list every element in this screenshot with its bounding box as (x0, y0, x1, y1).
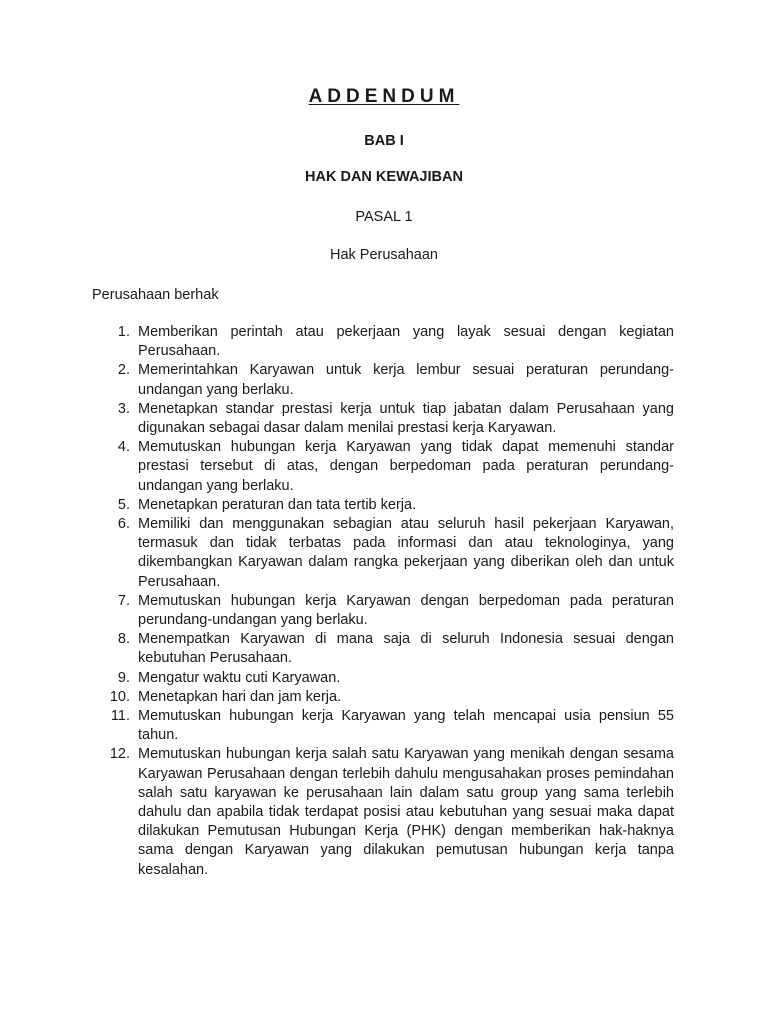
document-title: ADDENDUM (308, 86, 460, 107)
list-item (108, 745, 674, 879)
list-item-number: 2. (117, 362, 130, 379)
list-item-number: 8. (117, 631, 130, 648)
list-item (108, 630, 674, 668)
list-item-number: 7. (117, 592, 130, 609)
list-item (108, 669, 674, 688)
list-item (108, 361, 674, 399)
section-heading: HAK DAN KEWAJIBAN (305, 169, 463, 185)
list-item-text: Memerintahkan Karyawan untuk kerja lembur sesuai peraturan perundang-undangan yang berlaku. (138, 362, 674, 398)
intro-paragraph: Perusahaan berhak (92, 287, 219, 303)
list-item (108, 592, 674, 630)
list-item-text: Menetapkan peraturan dan tata tertib kerja. (138, 496, 417, 513)
list-item-number: 11. (110, 708, 130, 725)
list-item-number: 4. (117, 439, 130, 456)
list-item-text: Mengatur waktu cuti Karyawan. (138, 669, 341, 686)
list-item-number: 3. (117, 400, 130, 417)
list-item-number: 6. (117, 516, 130, 533)
list-item-text: Menetapkan standar prestasi kerja untuk tiap jabatan dalam Perusahaan yang digunakan sebagai dasar dalam menilai prestasi kerja Karyawan. (138, 400, 674, 437)
list-item-number: 10. (109, 688, 130, 705)
list-item (108, 438, 674, 496)
list-item-text: Menetapkan hari dan jam kerja. (138, 688, 342, 705)
list-item (108, 400, 674, 438)
list-item-text: Menempatkan Karyawan di mana saja di seluruh Indonesia sesuai dengan kebutuhan Perusahaan. (138, 631, 674, 667)
list-item (108, 688, 674, 707)
list-item (108, 496, 674, 515)
list-item-text: Memutuskan hubungan kerja Karyawan yang tidak dapat memenuhi standar prestasi tersebut di atas, dengan berpedoman pada peraturan perundang-undangan yang berlaku. (138, 439, 674, 494)
list-item-text: Memutuskan hubungan kerja Karyawan yang telah mencapai usia pensiun 55 tahun. (138, 708, 674, 744)
list-item-text: Memberikan perintah atau pekerjaan yang layak sesuai dengan kegiatan Perusahaan. (138, 324, 674, 360)
list-item (108, 323, 674, 361)
list-item (108, 515, 674, 592)
article-subtitle: Hak Perusahaan (329, 247, 438, 263)
list-item-number: 1. (117, 324, 130, 340)
list-item-number: 5. (117, 496, 130, 513)
list-item-text: Memutuskan hubungan kerja salah satu Karyawan yang menikah dengan sesama Karyawan Perusahaan dengan terlebih dahulu mengusahakan proses pemindahan salah satu karyawan ke perusahaan lain dalam satu group yang sama terlebih dahulu dan apabila tidak terdapat posisi atau kebutuhan yang sesuai maka dapat dilakukan Pemutusan Hubungan Kerja (PHK) dengan memberikan hak-haknya sama dengan Karyawan yang dilakukan pemutusan hubungan kerja tanpa kesalahan. (138, 746, 674, 878)
list-item-text: Memutuskan hubungan kerja Karyawan dengan berpedoman pada peraturan perundang-undangan yang berlaku. (138, 592, 674, 629)
rights-list (108, 323, 674, 880)
list-item-number: 9. (117, 669, 130, 686)
list-item-text: Memiliki dan menggunakan sebagian atau seluruh hasil pekerjaan Karyawan, termasuk dan tidak terbatas pada informasi dan atau teknologinya, yang dikembangkan Karyawan dalam rangka pekerjaan yang diberikan oleh dan untuk Perusahaan. (138, 516, 674, 590)
chapter-heading: BAB I (364, 133, 404, 149)
list-item (108, 707, 674, 745)
article-heading: PASAL 1 (355, 209, 413, 225)
list-item-number: 12. (109, 746, 130, 763)
